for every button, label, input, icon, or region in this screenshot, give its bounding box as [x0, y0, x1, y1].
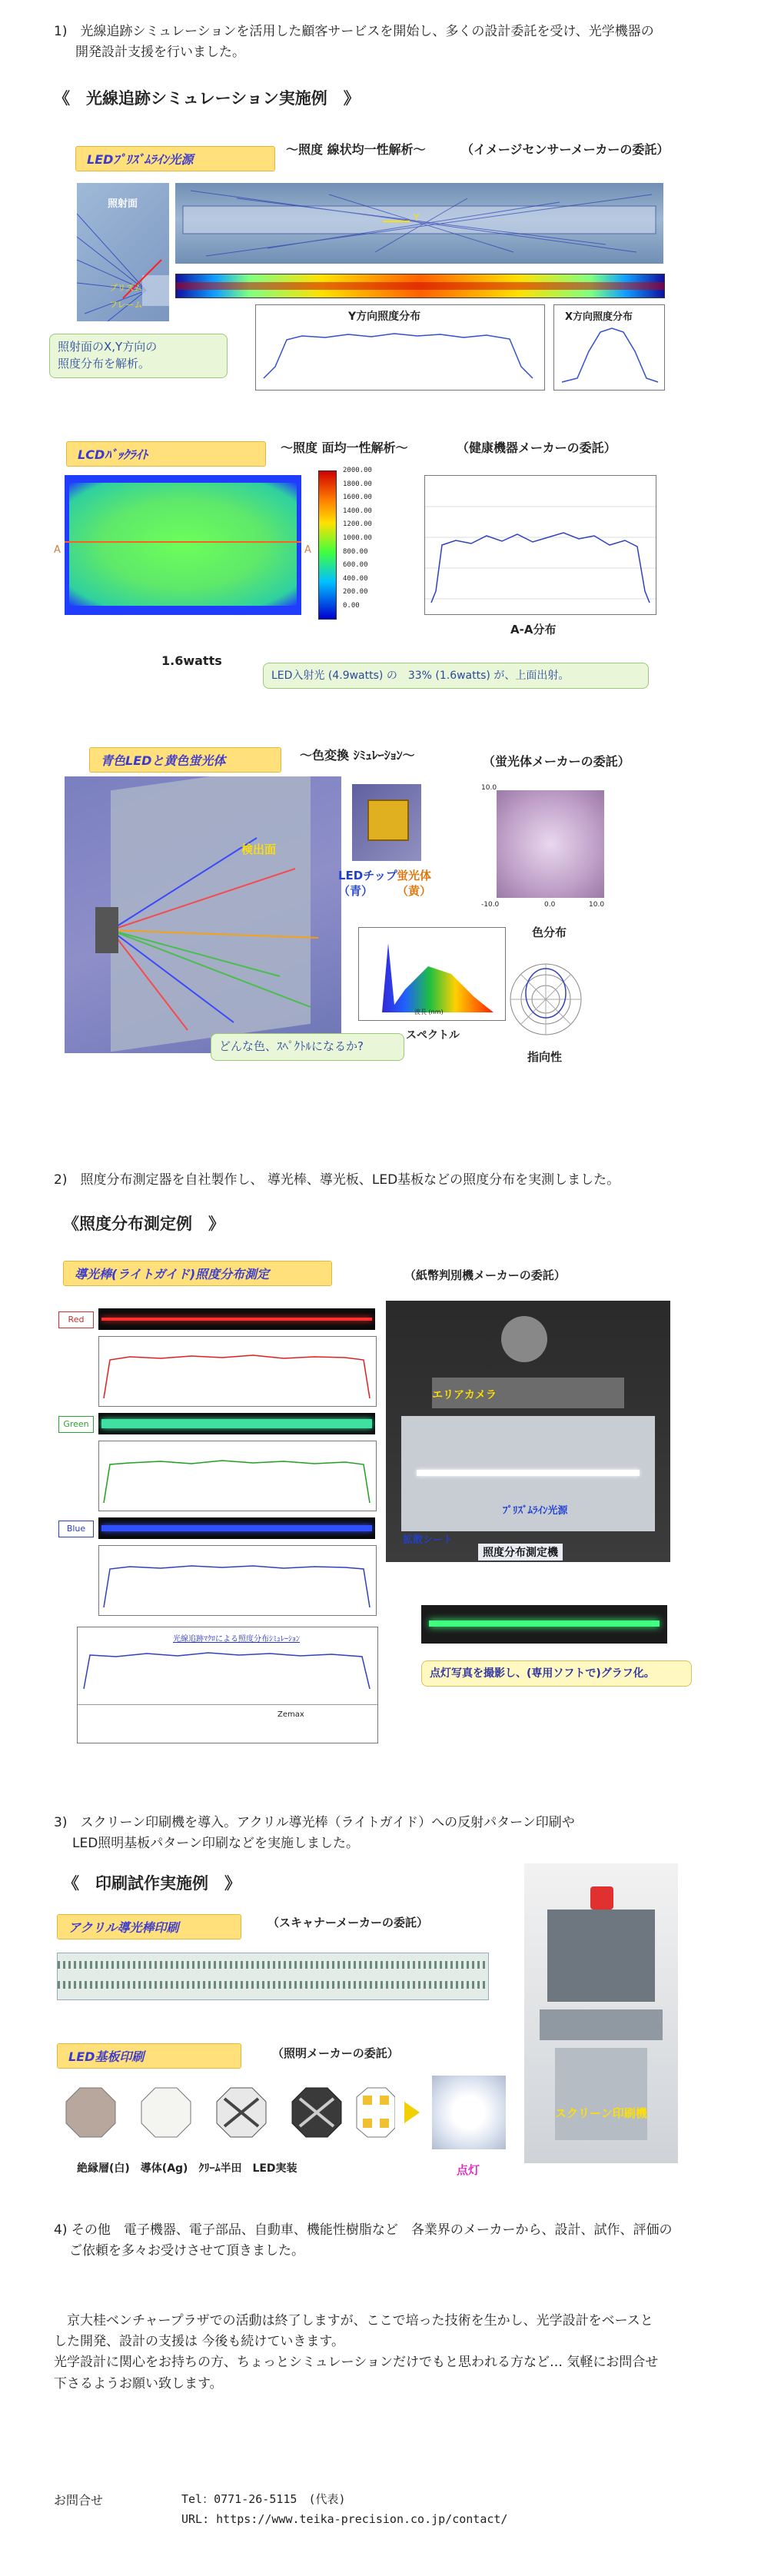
ex2-marker-left: A	[54, 544, 61, 556]
colorbar-tick: 1600.00	[343, 494, 372, 502]
ex1-plot-x	[553, 304, 665, 391]
closing-line1: 京大桂ベンチャープラザでの活動は終了しますが、ここで培った技術を生かし、光学設計をベースと	[54, 2313, 653, 2328]
ex2-tag: LCDﾊﾞｯｸﾗｲﾄ	[66, 441, 266, 467]
colorbar-tick: 600.00	[343, 561, 368, 570]
led-board-steps-graphic	[57, 2083, 395, 2146]
ex3-led-chip-image	[352, 784, 421, 861]
section1-intro	[54, 22, 654, 63]
ex3-spectrum-plot	[358, 927, 506, 1021]
label-diffuser: 拡散シート	[403, 1534, 454, 1546]
section4-line1: 4) その他 電子機器、電子部品、自動車、機能性樹脂など 各業界のメーカーから、設計、試作、評価の	[54, 2222, 673, 2238]
arrow-icon	[404, 2102, 420, 2123]
ex1-heatstrip	[175, 274, 665, 298]
section1-heading: 《 光線追跡シミュレーション実施例 》	[54, 89, 360, 108]
closing-line4: 下さるようお願い致します。	[54, 2375, 223, 2392]
lit-led-board-photo	[432, 2076, 506, 2149]
ex1-side-view-image	[77, 183, 169, 321]
colorbar-tick: 1800.00	[343, 480, 372, 488]
sim-plot-curve	[78, 1627, 377, 1743]
ex1-plot-x-title: X方向照度分布	[565, 311, 633, 323]
ex3-label-phosphor: 蛍光体 （黄）	[397, 869, 432, 898]
blue-profile-plot	[98, 1545, 377, 1616]
label-area-camera: エリアカメラ	[432, 1389, 497, 1401]
section4-line2: ご依頼を多々お受けさせて頂きました。	[69, 2243, 304, 2259]
label-prism-source: ﾌﾟﾘｽﾞﾑﾗｲﾝ光源	[503, 1505, 568, 1517]
section2-sim-plot	[77, 1627, 378, 1743]
zemax-label: Zemax	[277, 1710, 304, 1719]
colorbar-tick: 400.00	[343, 574, 368, 583]
ex1-label-y: Y	[414, 212, 420, 223]
channel-label-green: Green	[58, 1416, 94, 1433]
screen-printer-caption: スクリーン印刷機	[555, 2106, 647, 2120]
section1-intro-line2: 開発設計支援を行いました。	[75, 45, 245, 61]
ex3-axis-bottom-left: -10.0	[481, 901, 500, 909]
red-profile-curve	[99, 1337, 376, 1406]
ex3-label-led: LEDチップ （青）	[338, 869, 397, 898]
machine-caption: 照度分布測定機	[478, 1544, 563, 1561]
ex3-color-caption: 色分布	[532, 926, 567, 939]
ex1-callout	[49, 334, 228, 378]
contact-tel[interactable]: Tel：0771-26-5115 (代表)	[181, 2492, 346, 2506]
ex3-color-map	[481, 784, 612, 915]
ex2-aa-caption: A-A分布	[510, 623, 557, 637]
section2-photo-note: 点灯写真を撮影し、(専用ソフトで)グラフ化。	[421, 1660, 692, 1687]
ex3-callout: どんな色、ｽﾍﾟｸﾄﾙになるか?	[211, 1033, 404, 1061]
section3-intro-line2: LED照明基板パターン印刷などを実施しました。	[72, 1836, 359, 1852]
section2-tag: 導光棒(ライトガイド)照度分布測定	[63, 1261, 332, 1286]
ex3-tag: 青色LEDと黄色蛍光体	[89, 747, 281, 773]
measurement-machine-photo	[386, 1301, 670, 1562]
section3-intro	[54, 1813, 575, 1854]
section2-client: （紙幣判別機メーカーの委託）	[404, 1268, 566, 1282]
section2-intro: 2) 照度分布測定器を自社製作し、 導光棒、導光板、LED基板などの照度分布を実測しました。	[54, 1172, 620, 1188]
closing-line2: した開発、設計の支援は 今後も続けていきます。	[54, 2334, 345, 2350]
led-board-steps	[57, 2083, 395, 2146]
section3-client2: （照明メーカーの委託）	[272, 2046, 399, 2060]
ex1-plot-y-title: Y方向照度分布	[348, 311, 421, 323]
red-strip-photo	[98, 1308, 375, 1330]
ex3-client: （蛍光体メーカーの委託）	[483, 754, 630, 769]
ex1-label-frame: フレーム	[109, 300, 143, 310]
colorbar-tick: 1000.00	[343, 533, 372, 542]
ex1-label-surface: 照射面	[108, 198, 138, 210]
ex1-label-prism: プリズム	[109, 283, 143, 293]
ex1-client: （イメージセンサーメーカーの委託）	[461, 142, 670, 157]
colorbar-tick: 2000.00	[343, 467, 372, 474]
ex1-prism-bar-image	[175, 183, 663, 264]
colorbar-tick: 800.00	[343, 547, 368, 556]
colorbar-tick: 1200.00	[343, 520, 372, 529]
ex3-label-detect: 検出面	[241, 843, 277, 856]
ex3-spectrum-caption: スペクトル	[406, 1029, 460, 1042]
ex3-spectrum-curve	[359, 928, 505, 1020]
ex3-analysis: ～色変換 ｼﾐｭﾚｰｼｮﾝ～	[300, 748, 415, 763]
green-strip-photo	[98, 1413, 375, 1434]
blue-strip-photo	[98, 1517, 375, 1539]
ex3-wavelength-label: 波長 (nm)	[414, 1009, 444, 1015]
acrylic-rod-photo	[57, 1953, 489, 2000]
section3-tag2: LED基板印刷	[57, 2043, 241, 2069]
ex1-analysis: ～照度 線状均一性解析～	[286, 142, 426, 157]
colorbar-tick: 1400.00	[343, 507, 372, 515]
ex3-axis-x: 0.0	[544, 901, 556, 909]
ex2-aa-plot	[424, 475, 656, 615]
ex2-colorbar	[318, 470, 337, 620]
contact-label: お問合せ	[54, 2493, 104, 2508]
ex3-direction-caption: 指向性	[527, 1050, 563, 1064]
section2-heading: 《照度分布測定例 》	[63, 1215, 224, 1233]
ex3-polar-grid	[507, 961, 584, 1038]
ex2-analysis: ～照度 面均一性解析～	[281, 440, 408, 455]
section3-steps-caption: 絶縁層(白) 導体(Ag) ｸﾘｰﾑ半田 LED実装	[77, 2162, 297, 2175]
colorbar-tick: 0.00	[343, 601, 360, 610]
section3-client1: （スキャナーメーカーの委託）	[268, 1916, 428, 1930]
ex2-watts: 1.6watts	[161, 653, 222, 668]
section3-heading: 《 印刷試作実施例 》	[63, 1874, 241, 1893]
ex2-marker-right: A	[304, 544, 311, 556]
ex1-prism-rays	[175, 183, 663, 264]
ex3-axis-top: 10.0	[481, 784, 497, 792]
ex3-rays	[65, 776, 341, 1053]
closing-line3: 光学設計に関心をお持ちの方、ちょっとシミュレーションだけでもと思われる方など… 気軽にお問合せ	[54, 2355, 659, 2371]
green-profile-plot	[98, 1441, 377, 1511]
green-profile-curve	[99, 1441, 376, 1511]
channel-label-red: Red	[58, 1311, 94, 1328]
colorbar-tick: 200.00	[343, 588, 368, 597]
ex3-polar-plot	[507, 961, 584, 1038]
ex1-plot-y	[255, 304, 545, 391]
contact-url[interactable]: URL: https://www.teika-precision.co.jp/contact/	[181, 2512, 508, 2526]
ex2-callout: LED入射光 (4.9watts) の 33% (1.6watts) が、上面出射。	[263, 663, 649, 689]
ex2-colorbar-labels	[343, 464, 372, 613]
ex2-backlight-map	[65, 475, 301, 615]
ex1-callout-line1: 照射面のX,Y方向の	[58, 340, 158, 354]
sim-plot-title: 光線追跡ﾏｸﾛによる照度分布ｼﾐｭﾚｰｼｮﾝ	[173, 1635, 300, 1644]
lit-lightguide-photo	[421, 1605, 667, 1644]
section3-lit-caption: 点灯	[457, 2163, 480, 2177]
section3-intro-line1: 3) スクリーン印刷機を導入。アクリル導光棒（ライトガイド）への反射パターン印刷や	[54, 1815, 575, 1830]
closing-text	[54, 2311, 658, 2395]
ex3-axis-bottom-right: 10.0	[589, 901, 605, 909]
screen-printer-photo	[524, 1863, 678, 2163]
ex1-callout-line2: 照度分布を解析。	[58, 356, 151, 371]
section1-intro-line1: 1) 光線追跡シミュレーションを活用した顧客サービスを開始し、多くの設計委託を受け、光学機器の	[54, 24, 654, 39]
channel-label-blue: Blue	[58, 1521, 94, 1537]
ex3-3d-render	[65, 776, 341, 1053]
ex1-tag: LEDﾌﾟﾘｽﾞﾑﾗｲﾝ光源	[75, 146, 275, 171]
red-profile-plot	[98, 1336, 377, 1407]
ex2-client: （健康機器メーカーの委託）	[457, 440, 616, 455]
ex2-aa-curve	[425, 476, 656, 614]
section4-text	[54, 2220, 673, 2262]
blue-profile-curve	[99, 1546, 376, 1615]
section3-tag1: アクリル導光棒印刷	[57, 1914, 241, 1939]
